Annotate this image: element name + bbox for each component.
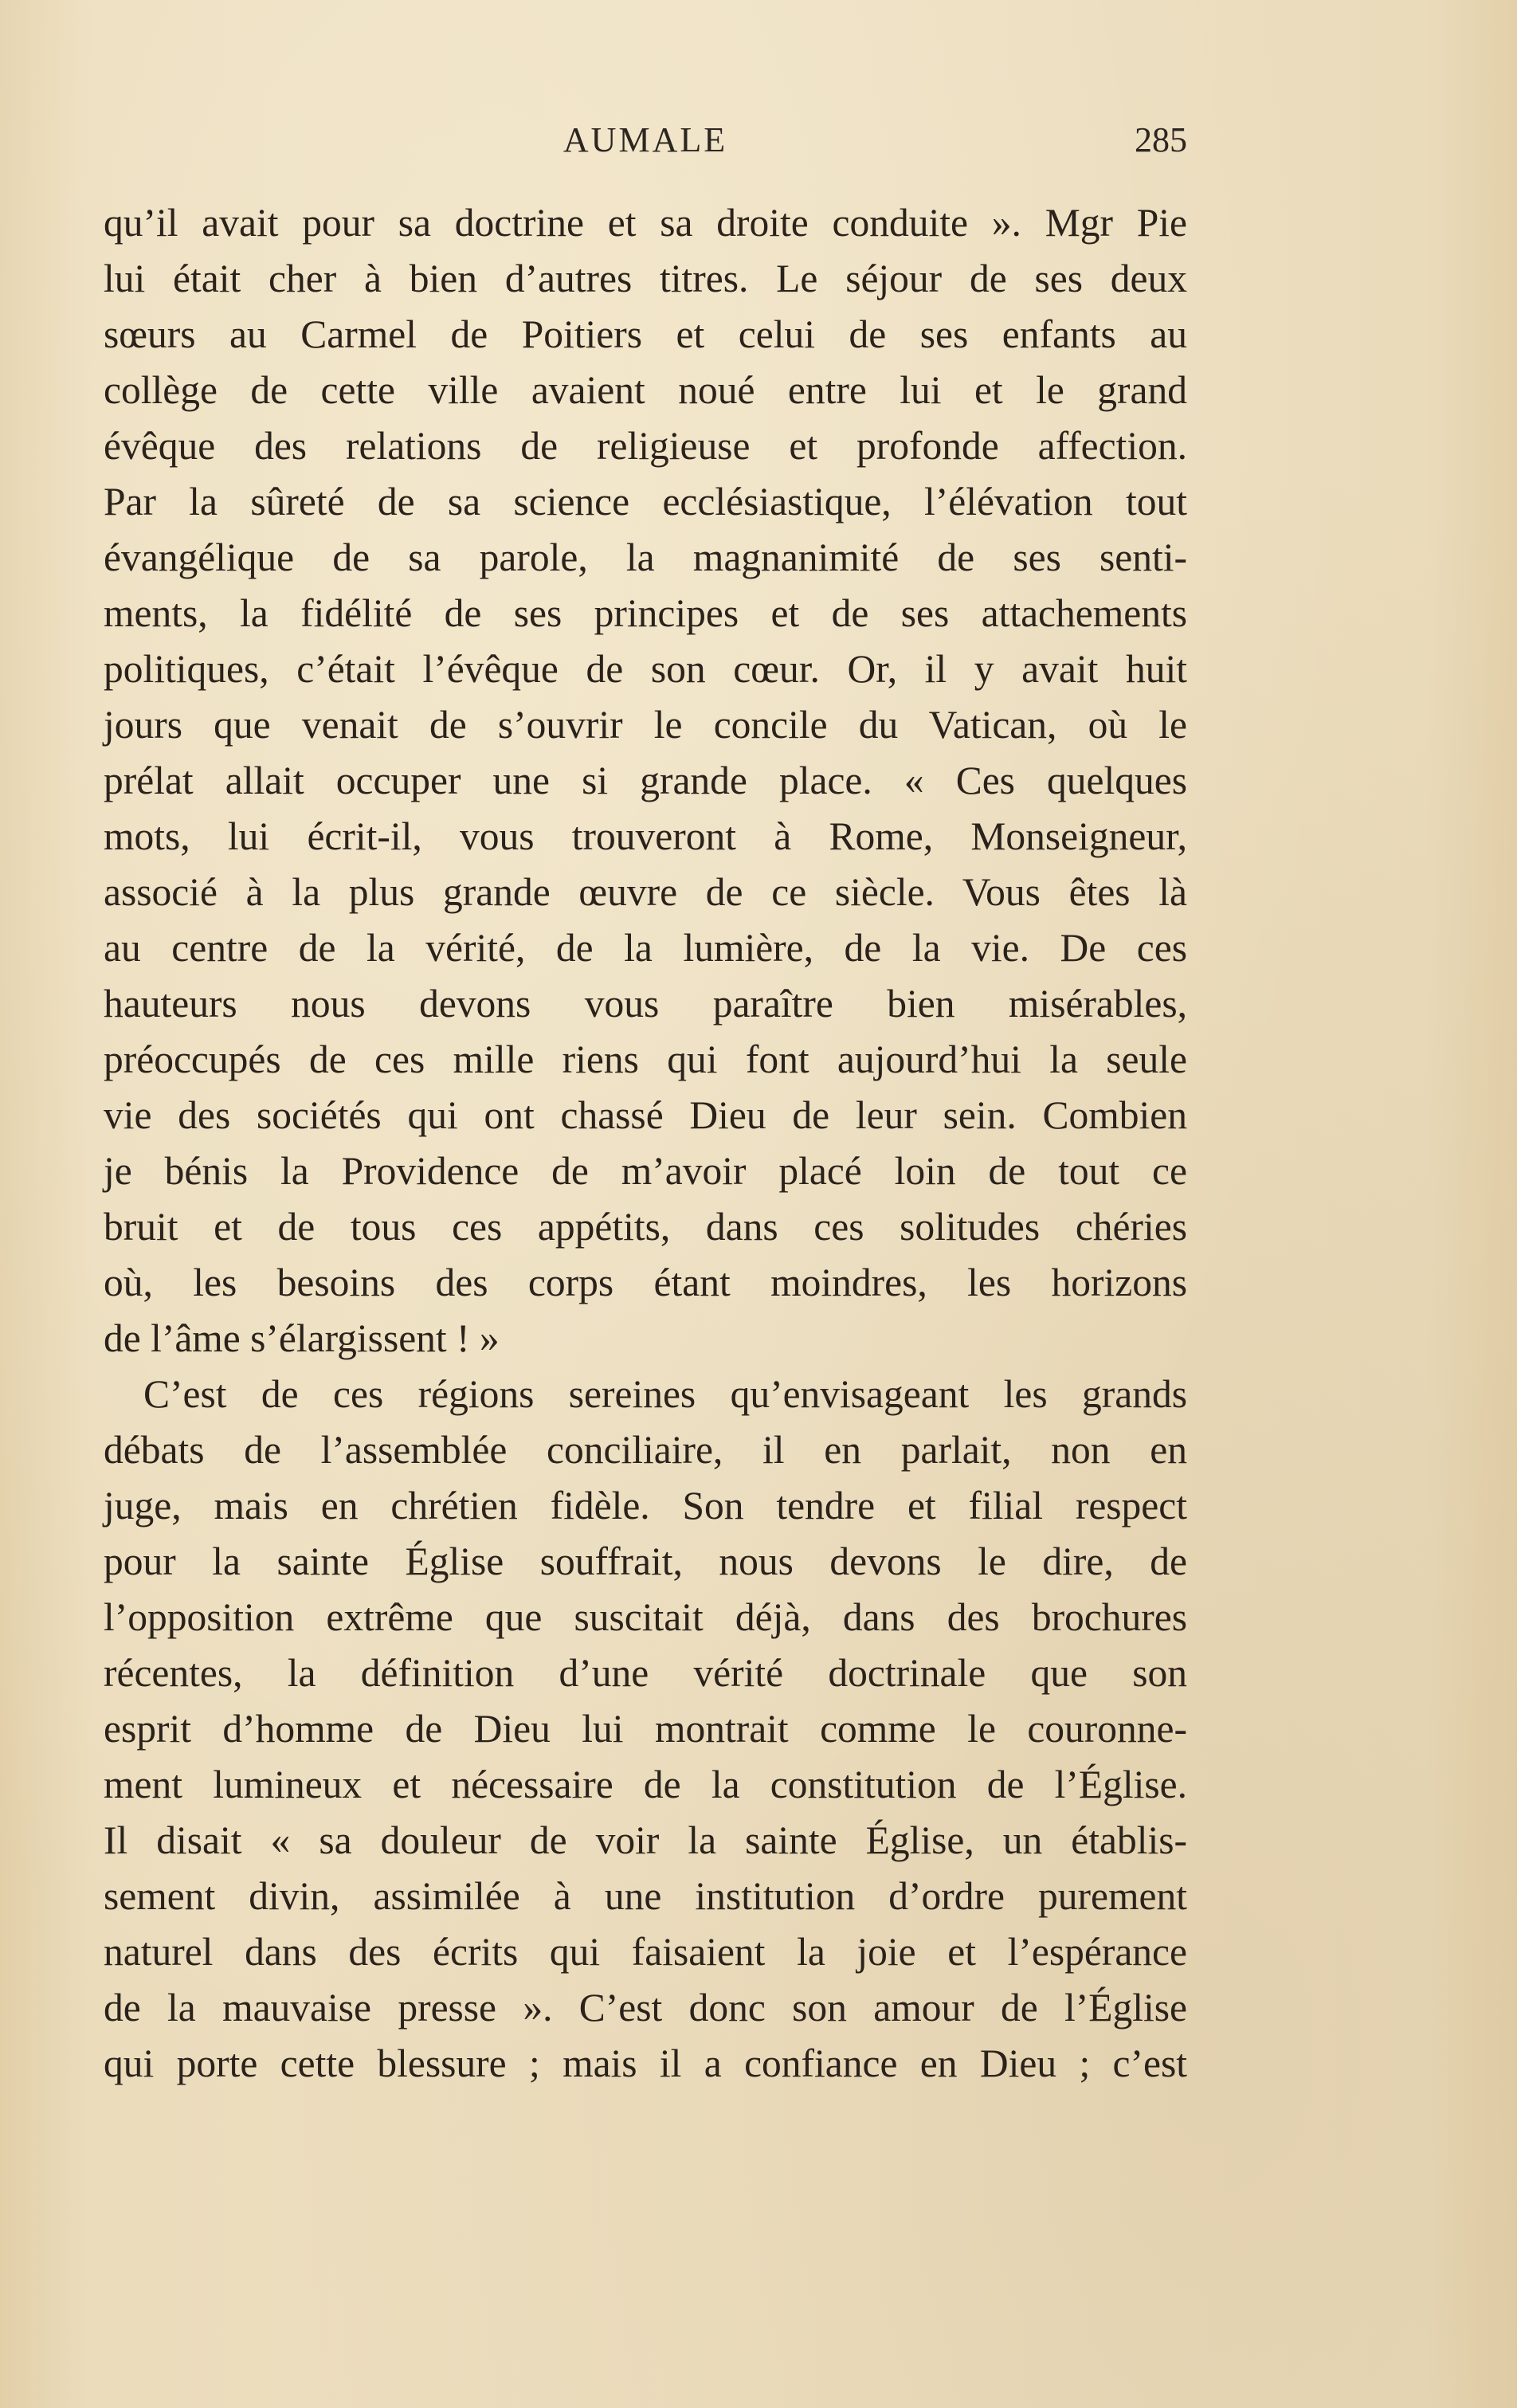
text-line: de la mauvaise presse ». C’est donc son amour de l’Église [104,1986,1187,2030]
body-text [104,195,1187,2092]
text-line: Il disait « sa douleur de voir la sainte Église, un établis- [104,1818,1187,1862]
text-line: l’opposition extrême que suscitait déjà, dans des brochures [104,1595,1187,1639]
text-line: récentes, la définition d’une vérité doctrinale que son [104,1651,1187,1695]
text-line: associé à la plus grande œuvre de ce siècle. Vous êtes là [104,870,1187,914]
text-line: bruit et de tous ces appétits, dans ces solitudes chéries [104,1205,1187,1249]
text-line: lui était cher à bien d’autres titres. Le séjour de ses deux [104,257,1187,300]
text-line: préoccupés de ces mille riens qui font aujourd’hui la seule [104,1037,1187,1081]
text-line: de l’âme s’élargissent ! » [104,1316,500,1360]
text-line: prélat allait occuper une si grande place. « Ces quelques [104,759,1187,802]
text-line: qui porte cette blessure ; mais il a confiance en Dieu ; c’est [104,2041,1187,2085]
text-line: jours que venait de s’ouvrir le concile du Vatican, où le [104,703,1187,747]
text-line: évangélique de sa parole, la magnanimité de ses senti- [104,535,1187,579]
text-line: naturel dans des écrits qui faisaient la joie et l’espérance [104,1930,1187,1974]
text-line: sement divin, assimilée à une institution d’ordre purement [104,1874,1187,1918]
text-line: esprit d’homme de Dieu lui montrait comme le couronne- [104,1707,1187,1751]
text-line: Par la sûreté de sa science ecclésiastique, l’élévation tout [104,480,1187,524]
text-line: vie des sociétés qui ont chassé Dieu de leur sein. Combien [104,1093,1187,1137]
text-line: ments, la fidélité de ses principes et de ses attachements [104,591,1187,635]
text-line: qu’il avait pour sa doctrine et sa droite conduite ». Mgr Pie [104,201,1187,245]
text-line: ment lumineux et nécessaire de la constitution de l’Église. [104,1763,1187,1806]
text-line: débats de l’assemblée conciliaire, il en parlait, non en [104,1428,1187,1472]
text-line: collège de cette ville avaient noué entre lui et le grand [104,368,1187,412]
text-line: évêque des relations de religieuse et profonde affection. [104,424,1187,468]
running-head [104,120,1187,167]
text-line: pour la sainte Église souffrait, nous devons le dire, de [104,1539,1187,1583]
text-line: mots, lui écrit-il, vous trouveront à Rome, Monseigneur, [104,814,1187,858]
text-line: politiques, c’était l’évêque de son cœur. Or, il y avait huit [104,647,1187,691]
text-line: juge, mais en chrétien fidèle. Son tendre et filial respect [104,1484,1187,1528]
text-line: sœurs au Carmel de Poitiers et celui de ses enfants au [104,312,1187,356]
running-title: AUMALE [563,120,728,159]
text-line: au centre de la vérité, de la lumière, de la vie. De ces [104,926,1187,970]
text-line: hauteurs nous devons vous paraître bien misérables, [104,982,1187,1026]
text-line: C’est de ces régions sereines qu’envisageant les grands [143,1372,1187,1416]
text-line: où, les besoins des corps étant moindres, les horizons [104,1261,1187,1304]
text-line: je bénis la Providence de m’avoir placé loin de tout ce [104,1149,1187,1193]
page-number: 285 [1135,120,1187,159]
